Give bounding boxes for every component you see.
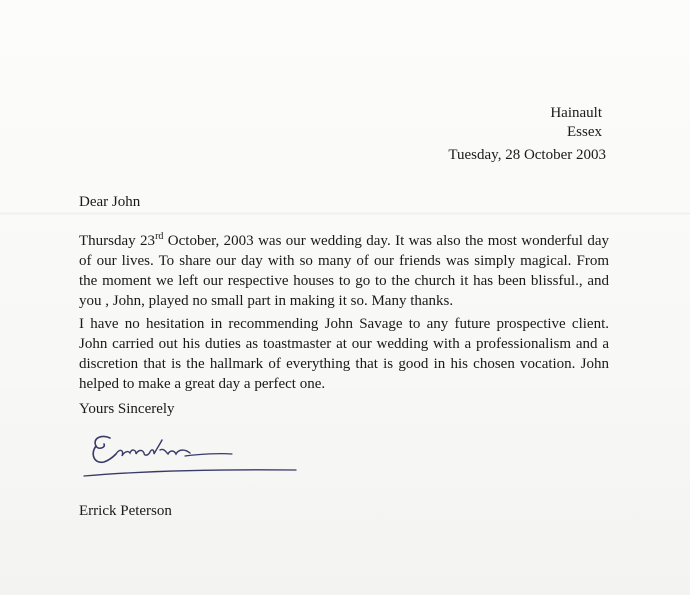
address-line-2: Essex — [567, 124, 602, 140]
sender-address — [550, 104, 602, 142]
signer-name: Errick Peterson — [79, 503, 172, 519]
salutation: Dear John — [79, 194, 141, 210]
ordinal-suffix: rd — [155, 231, 164, 242]
paragraph-1 — [79, 231, 609, 311]
paper-fold-crease — [0, 212, 690, 215]
handwritten-signature — [80, 420, 310, 490]
paragraph-1-rest: October, 2003 was our wedding day. It was also the most wonderful day of our lives. To share our day with so many of our friends was simply magical. From the moment we left our respective houses to go to the church it has been blissful., and you , John, played no small part in making it so. Many thanks. — [79, 233, 609, 309]
letter-date: Tuesday, 28 October 2003 — [448, 147, 606, 163]
address-line-1: Hainault — [550, 105, 602, 121]
closing: Yours Sincerely — [79, 401, 175, 417]
paragraph-2: I have no hesitation in recommending John Savage to any future prospective client. John carried out his duties as toastmaster at our wedding with a professionalism and a discretion that is the hallmark of everything that is good in his chosen vocation. John helped to make a great day a perfect one. — [79, 316, 609, 392]
paragraph-1-start: Thursday 23 — [79, 233, 156, 249]
